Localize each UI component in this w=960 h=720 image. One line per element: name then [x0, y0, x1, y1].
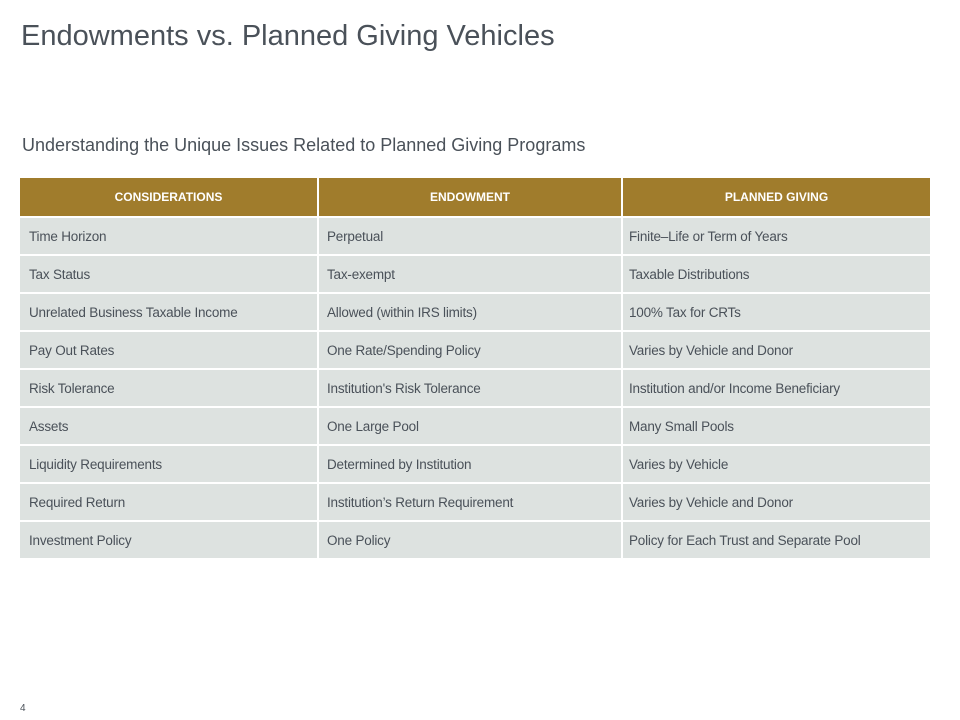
table-cell: Perpetual: [318, 217, 622, 255]
table-row: [20, 521, 930, 559]
page-subtitle: Understanding the Unique Issues Related to Planned Giving Programs: [22, 135, 586, 155]
table-cell: Time Horizon: [20, 217, 318, 255]
table-cell: Unrelated Business Taxable Income: [20, 293, 318, 331]
table-cell: Assets: [20, 407, 318, 445]
header-considerations: CONSIDERATIONS: [20, 178, 318, 217]
table-cell: Institution's Risk Tolerance: [318, 369, 622, 407]
table-row: [20, 255, 930, 293]
page-number: 4: [20, 703, 26, 714]
table-cell: One Large Pool: [318, 407, 622, 445]
table-cell: Institution’s Return Requirement: [318, 483, 622, 521]
table-row: [20, 483, 930, 521]
table-row: [20, 293, 930, 331]
table-row: [20, 445, 930, 483]
table-cell: Tax-exempt: [318, 255, 622, 293]
table-cell: Tax Status: [20, 255, 318, 293]
header-planned-giving: PLANNED GIVING: [622, 178, 930, 217]
table-cell: Determined by Institution: [318, 445, 622, 483]
header-endowment: ENDOWMENT: [318, 178, 622, 217]
table-cell: Varies by Vehicle and Donor: [622, 331, 930, 369]
table-cell: Many Small Pools: [622, 407, 930, 445]
comparison-table: [20, 178, 930, 560]
table-cell: Allowed (within IRS limits): [318, 293, 622, 331]
table-row: [20, 369, 930, 407]
table-cell: Policy for Each Trust and Separate Pool: [622, 521, 930, 559]
table-cell: One Rate/Spending Policy: [318, 331, 622, 369]
table-header-row: [20, 178, 930, 217]
table-row: [20, 217, 930, 255]
table-cell: Varies by Vehicle: [622, 445, 930, 483]
table-cell: Taxable Distributions: [622, 255, 930, 293]
table-cell: One Policy: [318, 521, 622, 559]
table-row: [20, 407, 930, 445]
table-cell: Liquidity Requirements: [20, 445, 318, 483]
table-cell: Institution and/or Income Beneficiary: [622, 369, 930, 407]
table-cell: Investment Policy: [20, 521, 318, 559]
table-row: [20, 331, 930, 369]
table-cell: Varies by Vehicle and Donor: [622, 483, 930, 521]
table-cell: Finite–Life or Term of Years: [622, 217, 930, 255]
table-cell: Pay Out Rates: [20, 331, 318, 369]
table-cell: 100% Tax for CRTs: [622, 293, 930, 331]
table-cell: Risk Tolerance: [20, 369, 318, 407]
table-cell: Required Return: [20, 483, 318, 521]
page-title: Endowments vs. Planned Giving Vehicles: [21, 20, 555, 52]
